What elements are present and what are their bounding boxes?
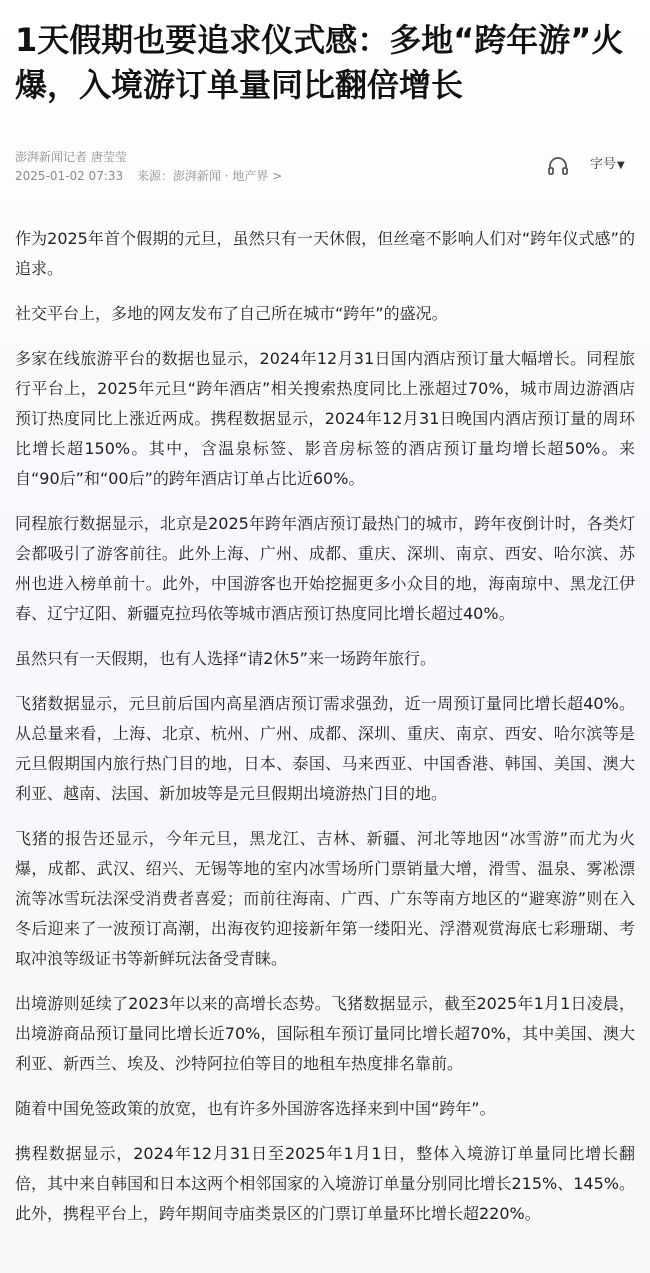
caret-down-icon: ▼	[617, 160, 625, 171]
article-title: 1天假期也要追求仪式感：多地“跨年游”火爆，入境游订单量同比翻倍增长	[15, 21, 624, 104]
article-body	[15, 224, 635, 1244]
article-paragraph: 携程数据显示，2024年12月31日至2025年1月1日，整体入境游订单量同比增长翻倍，其中来自韩国和日本这两个相邻国家的入境游订单量分别同比增长215%、145%。此外，携程平台上，跨年期间寺庙类景区的门票订单量环比增长超220%。	[15, 1144, 635, 1223]
article-paragraph: 出境游则延续了2023年以来的高增长态势。飞猪数据显示，截至2025年1月1日凌晨，出境游商品预订量同比增长近70%，国际租车预订量同比增长超70%，其中美国、澳大利亚、新西兰、埃及、沙特阿拉伯等目的地租车热度排名靠前。	[15, 994, 635, 1073]
article-paragraph: 虽然只有一天假期，也有人选择“请2休5”来一场跨年旅行。	[15, 649, 436, 668]
publish-time: 2025-01-02 07:33	[15, 169, 124, 183]
article-paragraph: 社交平台上，多地的网友发布了自己所在城市“跨年”的盛况。	[15, 304, 448, 323]
article-paragraph: 随着中国免签政策的放宽，也有许多外国游客选择来到中国“跨年”。	[15, 1099, 496, 1118]
article-meta	[15, 148, 635, 188]
publish-info	[15, 167, 292, 185]
article-paragraph: 多家在线旅游平台的数据也显示，2024年12月31日国内酒店预订量大幅增长。同程旅行平台上，2025年元旦“跨年酒店”相关搜索热度同比上涨超过70%，城市周边游酒店预订热度同比上涨近两成。携程数据显示，2024年12月31日晚国内酒店预订量的周环比增长超150%。其中，含温泉标签、影音房标签的酒店预订量均增长超50%。来自“90后”和“00后”的跨年酒店订单占比近60%。	[15, 349, 635, 488]
author-line: 澎湃新闻记者 唐莹莹	[15, 150, 127, 164]
source-link[interactable]: 来源：澎湃新闻 · 地产界 >	[136, 169, 283, 183]
article-paragraph: 飞猪的报告还显示，今年元旦，黑龙江、吉林、新疆、河北等地因“冰雪游”而尤为火爆，成都、武汉、绍兴、无锡等地的室内冰雪场所门票销量大增，滑雪、温泉、雾凇漂流等冰雪玩法深受消费者喜爱；而前往海南、广西、广东等南方地区的“避寒游”则在入冬后迎来了一波预订高潮，出海夜钓迎接新年第一缕阳光、浮潜观赏海底七彩珊瑚、考取冲浪等级证书等新鲜玩法备受青睐。	[15, 829, 635, 968]
headphone-icon[interactable]	[546, 154, 570, 178]
article-paragraph: 作为2025年首个假期的元旦，虽然只有一天休假，但丝毫不影响人们对“跨年仪式感”的追求。	[15, 229, 635, 278]
font-size-label: 字号	[590, 157, 617, 172]
article-paragraph: 同程旅行数据显示，北京是2025年跨年酒店预订最热门的城市，跨年夜倒计时，各类灯会都吸引了游客前往。此外上海、广州、成都、重庆、深圳、南京、西安、哈尔滨、苏州也进入榜单前十。此外，中国游客也开始挖掘更多小众目的地，海南琼中、黑龙江伊春、辽宁辽阳、新疆克拉玛依等城市酒店预订热度同比增长超过40%。	[15, 514, 635, 623]
article-paragraph: 飞猪数据显示，元旦前后国内高星酒店预订需求强劲，近一周预订量同比增长超40%。从总量来看，上海、北京、杭州、广州、成都、深圳、重庆、南京、西安、哈尔滨等是元旦假期国内旅行热门目的地，日本、泰国、马来西亚、中国香港、韩国、美国、澳大利亚、越南、法国、新加坡等是元旦假期出境游热门目的地。	[15, 694, 635, 803]
font-size-button[interactable]	[590, 156, 625, 175]
